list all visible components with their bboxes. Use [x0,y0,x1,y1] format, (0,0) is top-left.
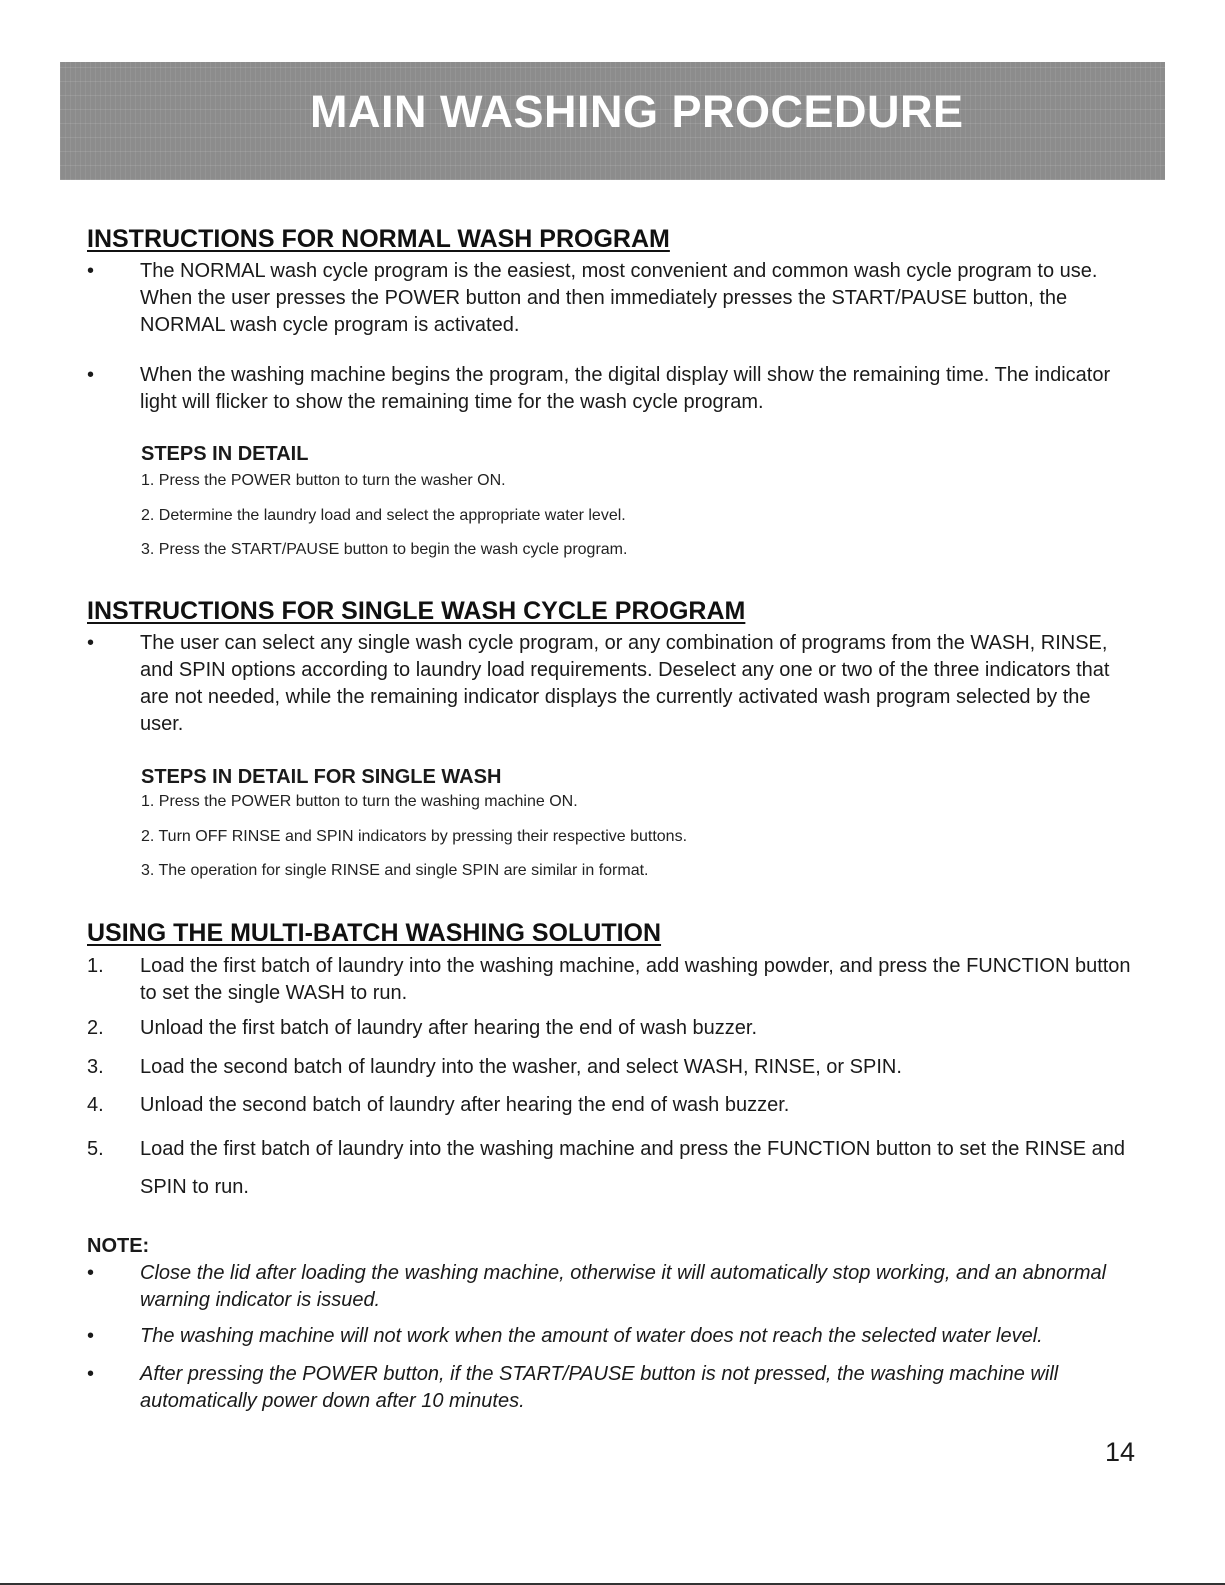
multi-batch-heading: USING THE MULTI-BATCH WASHING SOLUTION [87,919,662,947]
normal-bullet-text: The NORMAL wash cycle program is the easiest, most convenient and common wash cycle program to use. When the user presses the POWER button and then immediately presses the START/PAUSE button, the NORMAL wash cycle program is activated. [140,260,1098,336]
note-bullet-2 [87,1323,1137,1350]
single-steps-heading: STEPS IN DETAIL FOR SINGLE WASH [141,766,502,788]
normal-step-3: 3. Press the START/PAUSE button to begin the wash cycle program. [141,541,628,558]
bullet-icon: • [87,260,95,282]
multi-item-1 [87,953,1137,1007]
note-text: After pressing the POWER button, if the START/PAUSE button is not pressed, the washing machine will automatically power down after 10 minutes. [140,1363,1059,1412]
multi-item-3 [87,1054,1137,1081]
multi-item-5 [87,1130,1137,1206]
bullet-icon: • [87,364,95,386]
single-wash-heading: INSTRUCTIONS FOR SINGLE WASH CYCLE PROGRAM [87,597,746,625]
multi-item-2 [87,1015,1137,1042]
item-number: 4. [87,1094,104,1116]
bullet-icon: • [87,1325,95,1347]
item-number: 2. [87,1017,104,1039]
item-number: 5. [87,1138,104,1160]
normal-wash-heading: INSTRUCTIONS FOR NORMAL WASH PROGRAM [87,225,670,253]
note-bullet-1 [87,1260,1137,1314]
item-text: Load the first batch of laundry into the washing machine, add washing powder, and press the FUNCTION button to set the single WASH to run. [140,955,1131,1004]
title-banner [60,62,1165,180]
item-number: 1. [87,955,104,977]
note-heading: NOTE: [87,1235,150,1257]
item-text: Unload the first batch of laundry after hearing the end of wash buzzer. [140,1017,758,1039]
normal-steps-heading: STEPS IN DETAIL [141,443,309,465]
multi-item-4 [87,1092,1137,1119]
normal-bullet-1 [87,258,1137,339]
normal-step-1: 1. Press the POWER button to turn the washer ON. [141,472,506,489]
item-text: Load the second batch of laundry into the washer, and select WASH, RINSE, or SPIN. [140,1056,902,1078]
page-number: 14 [1105,1437,1136,1467]
normal-step-2: 2. Determine the laundry load and select the appropriate water level. [141,507,626,524]
note-text: The washing machine will not work when the amount of water does not reach the selected water level. [140,1325,1043,1347]
note-bullet-3 [87,1361,1137,1415]
item-number: 3. [87,1056,104,1078]
normal-bullet-text: When the washing machine begins the program, the digital display will show the remaining time. The indicator light will flicker to show the remaining time for the wash cycle program. [140,364,1111,413]
single-bullet-1 [87,630,1137,738]
single-step-3: 3. The operation for single RINSE and single SPIN are similar in format. [141,862,649,879]
page-title: MAIN WASHING PROCEDURE [310,86,964,137]
bullet-icon: • [87,632,95,654]
single-step-1: 1. Press the POWER button to turn the washing machine ON. [141,793,578,810]
single-bullet-text: The user can select any single wash cycle program, or any combination of programs from the WASH, RINSE, and SPIN options according to laundry load requirements. Deselect any one or two of the three indicators that are not needed, while the remaining indicator displays the currently activated wash program selected by the user. [140,632,1110,735]
normal-bullet-2 [87,362,1137,416]
single-step-2: 2. Turn OFF RINSE and SPIN indicators by pressing their respective buttons. [141,828,688,845]
item-text: Load the first batch of laundry into the washing machine and press the FUNCTION button to set the RINSE and SPIN to run. [140,1138,1125,1198]
bullet-icon: • [87,1363,95,1385]
bullet-icon: • [87,1262,95,1284]
note-text: Close the lid after loading the washing machine, otherwise it will automatically stop working, and an abnormal warning indicator is issued. [140,1262,1107,1311]
item-text: Unload the second batch of laundry after hearing the end of wash buzzer. [140,1094,790,1116]
